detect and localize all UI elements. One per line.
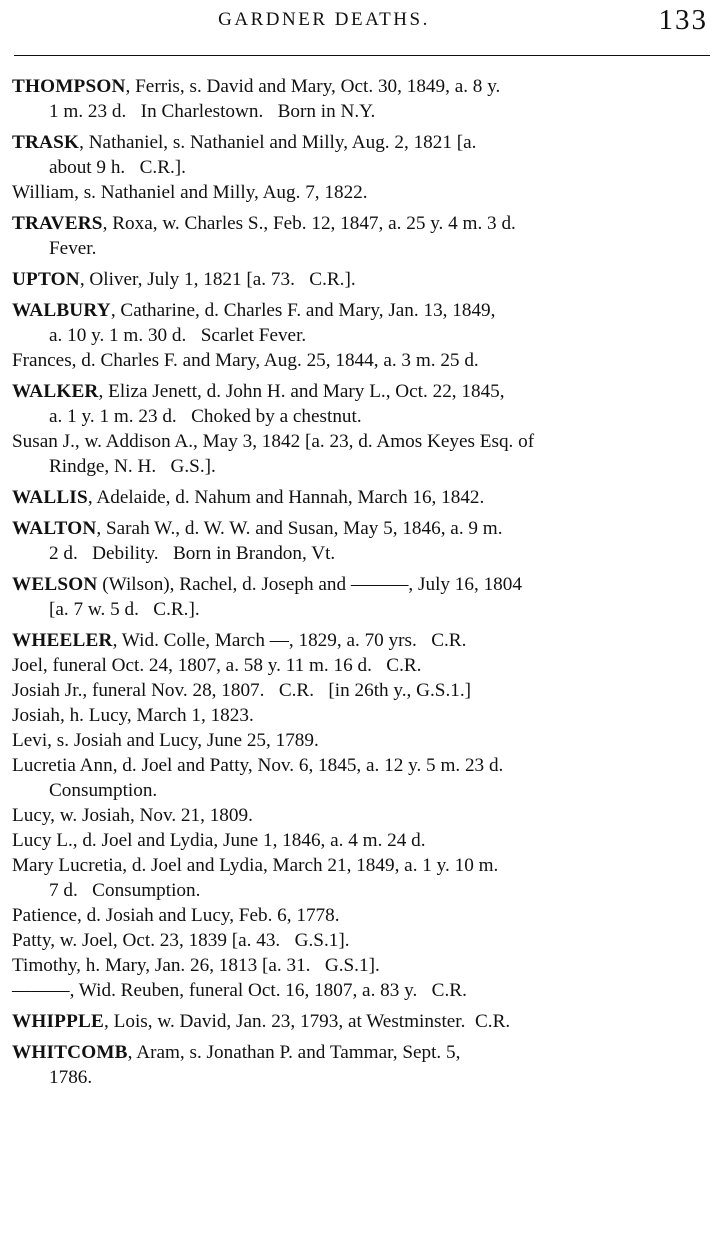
record-text: Lucy, w. Josiah, Nov. 21, 1809.: [12, 805, 253, 826]
family-group: [12, 298, 712, 373]
record-text: Mary Lucretia, d. Joel and Lydia, March 21, 1849, a. 1 y. 10 m.: [12, 855, 499, 876]
death-record: [12, 267, 712, 292]
record-text: , Lois, w. David, Jan. 23, 1793, at Westminster. C.R.: [104, 1011, 511, 1032]
record-text: , Ferris, s. David and Mary, Oct. 30, 1849, a. 8 y.: [125, 76, 501, 97]
family-group: [12, 379, 712, 479]
death-record: [12, 429, 712, 479]
death-record: [12, 953, 712, 978]
record-text: Josiah, h. Lucy, March 1, 1823.: [12, 705, 254, 726]
death-record: [12, 928, 712, 953]
death-record: [12, 348, 712, 373]
record-continuation-line: [12, 99, 712, 124]
record-line: [12, 928, 712, 953]
surname: WHIPPLE: [12, 1011, 105, 1032]
record-text: Josiah Jr., funeral Nov. 28, 1807. C.R. [in 26th y., G.S.1.]: [12, 680, 472, 701]
death-record: [12, 180, 712, 205]
death-record: [12, 1009, 712, 1034]
family-group: [12, 211, 712, 261]
record-text: Lucretia Ann, d. Joel and Patty, Nov. 6, 1845, a. 12 y. 5 m. 23 d.: [12, 755, 504, 776]
surname: WHEELER: [12, 630, 113, 651]
surname: WALTON: [12, 518, 97, 539]
death-record: [12, 753, 712, 803]
record-continuation-line: [12, 878, 712, 903]
record-line: [12, 130, 712, 155]
record-text: , Eliza Jenett, d. John H. and Mary L., Oct. 22, 1845,: [98, 381, 505, 402]
death-record: [12, 853, 712, 903]
record-text: , Nathaniel, s. Nathaniel and Milly, Aug. 2, 1821 [a.: [79, 132, 477, 153]
death-records-list: [12, 74, 712, 1096]
death-record: [12, 803, 712, 828]
surname: TRASK: [12, 132, 80, 153]
record-continuation-line: [12, 404, 712, 429]
family-group: [12, 516, 712, 566]
record-text: about 9 h. C.R.].: [49, 157, 186, 178]
record-text: 2 d. Debility. Born in Brandon, Vt.: [49, 543, 336, 564]
record-text: , Adelaide, d. Nahum and Hannah, March 16, 1842.: [87, 487, 485, 508]
record-line: [12, 728, 712, 753]
record-line: [12, 653, 712, 678]
page-number: 133: [658, 4, 708, 36]
record-continuation-line: [12, 778, 712, 803]
record-text: Lucy L., d. Joel and Lydia, June 1, 1846, a. 4 m. 24 d.: [12, 830, 426, 851]
record-line: [12, 211, 712, 236]
record-line: [12, 516, 712, 541]
death-record: [12, 903, 712, 928]
record-text: Fever.: [49, 238, 97, 259]
record-text: Consumption.: [49, 780, 158, 801]
death-record: [12, 703, 712, 728]
death-record: [12, 130, 712, 180]
family-group: [12, 130, 712, 205]
record-continuation-line: [12, 454, 712, 479]
death-record: [12, 211, 712, 261]
record-line: [12, 485, 712, 510]
record-line: [12, 978, 712, 1003]
record-line: [12, 429, 712, 454]
running-head: GARDNER DEATHS.: [218, 9, 430, 30]
death-record: [12, 516, 712, 566]
record-line: [12, 379, 712, 404]
surname: WHITCOMB: [12, 1042, 128, 1063]
record-text: Timothy, h. Mary, Jan. 26, 1813 [a. 31. G.S.1].: [12, 955, 380, 976]
record-text: [a. 7 w. 5 d. C.R.].: [49, 599, 200, 620]
record-continuation-line: [12, 1065, 712, 1090]
record-continuation-line: [12, 323, 712, 348]
family-group: [12, 1009, 712, 1034]
record-line: [12, 74, 712, 99]
record-line: [12, 828, 712, 853]
record-continuation-line: [12, 155, 712, 180]
record-text: a. 10 y. 1 m. 30 d. Scarlet Fever.: [49, 325, 307, 346]
record-continuation-line: [12, 541, 712, 566]
record-continuation-line: [12, 597, 712, 622]
record-line: [12, 753, 712, 778]
record-text: Rindge, N. H. G.S.].: [49, 456, 216, 477]
record-text: William, s. Nathaniel and Milly, Aug. 7, 1822.: [12, 182, 368, 203]
record-text: Frances, d. Charles F. and Mary, Aug. 25, 1844, a. 3 m. 25 d.: [12, 350, 479, 371]
family-group: [12, 1040, 712, 1090]
surname: WALKER: [12, 381, 99, 402]
surname: TRAVERS: [12, 213, 103, 234]
record-line: [12, 803, 712, 828]
record-text: , Aram, s. Jonathan P. and Tammar, Sept. 5,: [127, 1042, 461, 1063]
surname: WALBURY: [12, 300, 111, 321]
record-line: [12, 628, 712, 653]
page-header: [14, 6, 710, 46]
death-record: [12, 653, 712, 678]
record-line: [12, 267, 712, 292]
record-text: , Sarah W., d. W. W. and Susan, May 5, 1846, a. 9 m.: [96, 518, 503, 539]
surname: WELSON: [12, 574, 98, 595]
record-line: [12, 703, 712, 728]
record-text: , Wid. Colle, March —, 1829, a. 70 yrs. C.R.: [112, 630, 467, 651]
record-text: Joel, funeral Oct. 24, 1807, a. 58 y. 11 m. 16 d. C.R.: [12, 655, 422, 676]
record-text: (Wilson), Rachel, d. Joseph and ———, July 16, 1804: [97, 574, 522, 595]
header-rule: [14, 55, 710, 56]
record-line: [12, 572, 712, 597]
surname: THOMPSON: [12, 76, 126, 97]
death-record: [12, 572, 712, 622]
death-record: [12, 728, 712, 753]
record-text: 1786.: [49, 1067, 93, 1088]
record-line: [12, 1040, 712, 1065]
family-group: [12, 572, 712, 622]
death-record: [12, 1040, 712, 1090]
record-text: a. 1 y. 1 m. 23 d. Choked by a chestnut.: [49, 406, 362, 427]
family-group: [12, 74, 712, 124]
record-text: 1 m. 23 d. In Charlestown. Born in N.Y.: [49, 101, 376, 122]
record-continuation-line: [12, 236, 712, 261]
family-group: [12, 628, 712, 1003]
record-text: , Catharine, d. Charles F. and Mary, Jan. 13, 1849,: [110, 300, 496, 321]
death-record: [12, 485, 712, 510]
record-text: , Roxa, w. Charles S., Feb. 12, 1847, a. 25 y. 4 m. 3 d.: [102, 213, 516, 234]
death-record: [12, 298, 712, 348]
death-record: [12, 978, 712, 1003]
death-record: [12, 628, 712, 653]
record-text: 7 d. Consumption.: [49, 880, 201, 901]
record-text: , Oliver, July 1, 1821 [a. 73. C.R.].: [79, 269, 356, 290]
record-line: [12, 1009, 712, 1034]
record-text: Patience, d. Josiah and Lucy, Feb. 6, 1778.: [12, 905, 340, 926]
death-record: [12, 828, 712, 853]
death-record: [12, 678, 712, 703]
record-line: [12, 678, 712, 703]
record-line: [12, 298, 712, 323]
record-line: [12, 903, 712, 928]
record-line: [12, 953, 712, 978]
record-text: Levi, s. Josiah and Lucy, June 25, 1789.: [12, 730, 319, 751]
record-text: Susan J., w. Addison A., May 3, 1842 [a. 23, d. Amos Keyes Esq. of: [12, 431, 535, 452]
surname: WALLIS: [12, 487, 88, 508]
surname: UPTON: [12, 269, 80, 290]
death-record: [12, 379, 712, 429]
death-record: [12, 74, 712, 124]
record-line: [12, 853, 712, 878]
record-text: ———, Wid. Reuben, funeral Oct. 16, 1807, a. 83 y. C.R.: [12, 980, 467, 1001]
record-text: Patty, w. Joel, Oct. 23, 1839 [a. 43. G.S.1].: [12, 930, 350, 951]
record-line: [12, 348, 712, 373]
family-group: [12, 267, 712, 292]
record-line: [12, 180, 712, 205]
family-group: [12, 485, 712, 510]
